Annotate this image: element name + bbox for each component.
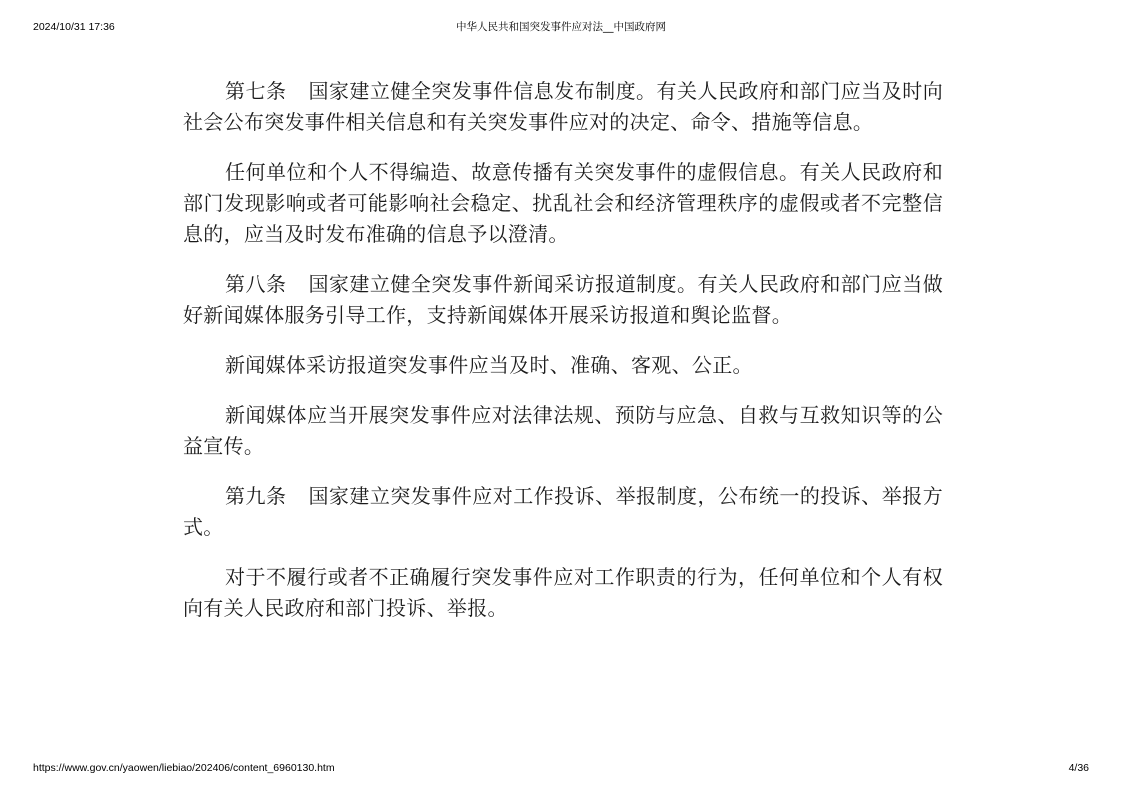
print-footer-page-number: 4/36 — [1068, 762, 1089, 774]
print-footer-url: https://www.gov.cn/yaowen/liebiao/202406/content_6960130.htm — [33, 762, 335, 774]
print-header-title: 中华人民共和国突发事件应对法__中国政府网 — [456, 21, 666, 33]
article-number: 第八条 — [225, 272, 287, 296]
paragraph-text: 国家建立健全突发事件信息发布制度。有关人民政府和部门应当及时向社会公布突发事件相关信息和有关突发事件应对的决定、命令、措施等信息。 — [183, 79, 943, 134]
article-body — [183, 76, 943, 643]
paragraph-article-9 — [183, 481, 943, 543]
paragraph-text: 新闻媒体采访报道突发事件应当及时、准确、客观、公正。 — [225, 353, 753, 377]
paragraph-text: 对于不履行或者不正确履行突发事件应对工作职责的行为，任何单位和个人有权向有关人民政府和部门投诉、举报。 — [183, 565, 943, 620]
paragraph-article-7-clause-2 — [183, 157, 943, 250]
paragraph-text: 国家建立突发事件应对工作投诉、举报制度，公布统一的投诉、举报方式。 — [183, 484, 943, 539]
paragraph-article-7 — [183, 76, 943, 138]
paragraph-text: 任何单位和个人不得编造、故意传播有关突发事件的虚假信息。有关人民政府和部门发现影响或者可能影响社会稳定、扰乱社会和经济管理秩序的虚假或者不完整信息的，应当及时发布准确的信息予以澄清。 — [183, 160, 943, 246]
paragraph-article-8 — [183, 269, 943, 331]
paragraph-text: 新闻媒体应当开展突发事件应对法律法规、预防与应急、自救与互救知识等的公益宣传。 — [183, 403, 943, 458]
article-number: 第九条 — [225, 484, 287, 508]
article-number: 第七条 — [225, 79, 287, 103]
paragraph-article-8-clause-3 — [183, 400, 943, 462]
paragraph-article-9-clause-2 — [183, 562, 943, 624]
paragraph-article-8-clause-2 — [183, 350, 943, 381]
print-header-datetime: 2024/10/31 17:36 — [33, 21, 115, 33]
paragraph-text: 国家建立健全突发事件新闻采访报道制度。有关人民政府和部门应当做好新闻媒体服务引导工作，支持新闻媒体开展采访报道和舆论监督。 — [183, 272, 943, 327]
